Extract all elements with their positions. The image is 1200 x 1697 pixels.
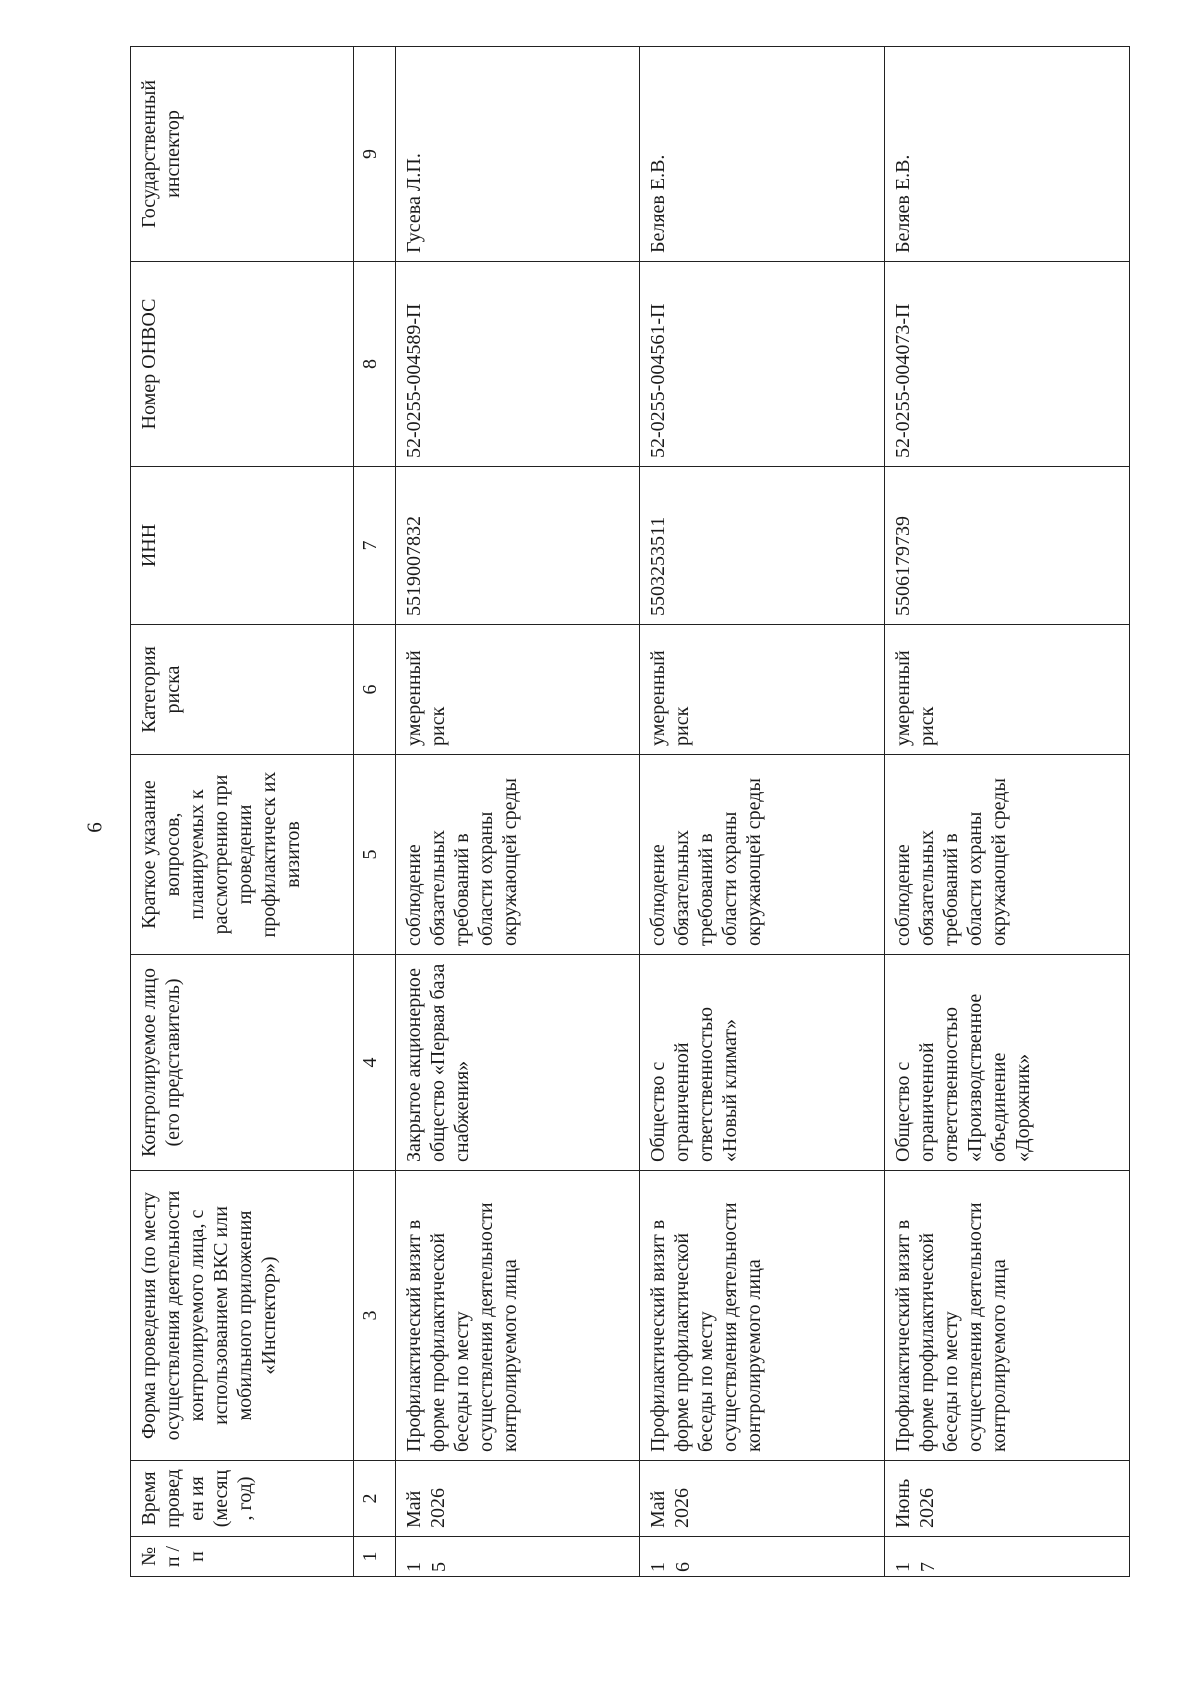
column-number: 7 bbox=[354, 467, 396, 625]
cell-inspector: Беляев Е.В. bbox=[885, 47, 1130, 262]
column-number: 9 bbox=[354, 47, 396, 262]
row-number-digit: 1 bbox=[892, 1562, 915, 1572]
cell-inspector: Гусева Л.П. bbox=[395, 47, 640, 262]
row-number-digit: 1 bbox=[402, 1562, 425, 1572]
cell-time: Июнь 2026 bbox=[885, 1461, 1130, 1537]
header-entity: Контролируемое лицо (его представитель) bbox=[131, 955, 354, 1171]
header-time: Время проведен ия (месяц, год) bbox=[131, 1461, 354, 1537]
row-number-digit: 1 bbox=[647, 1562, 670, 1572]
column-number: 3 bbox=[354, 1171, 396, 1461]
cell-form: Профилактический визит в форме профилактической беседы по месту осуществления деятельности контролируемого лица bbox=[640, 1171, 885, 1461]
column-number: 1 bbox=[354, 1537, 396, 1577]
header-form: Форма проведения (по месту осуществления деятельности контролируемого лица, с использованием ВКС или мобильного приложения «Инспектор») bbox=[131, 1171, 354, 1461]
column-number-row bbox=[354, 47, 396, 1577]
cell-entity: Общество с ограниченной ответственностью «Производственное объединение «Дорожник» bbox=[885, 955, 1130, 1171]
cell-form: Профилактический визит в форме профилактической беседы по месту осуществления деятельности контролируемого лица bbox=[885, 1171, 1130, 1461]
header-row-number: № п / п bbox=[131, 1537, 354, 1577]
cell-entity: Общество с ограниченной ответственностью «Новый климат» bbox=[640, 955, 885, 1171]
row-number bbox=[640, 1537, 885, 1577]
cell-inspector: Беляев Е.В. bbox=[640, 47, 885, 262]
column-number: 2 bbox=[354, 1461, 396, 1537]
row-number bbox=[395, 1537, 640, 1577]
table-header-row bbox=[131, 47, 354, 1577]
cell-inn: 5519007832 bbox=[395, 467, 640, 625]
header-onvos: Номер ОНВОС bbox=[131, 262, 354, 467]
row-number-digit: 6 bbox=[672, 1562, 695, 1572]
row-number bbox=[885, 1537, 1130, 1577]
cell-inn: 5503253511 bbox=[640, 467, 885, 625]
cell-issues: соблюдение обязательных требований в области охраны окружающей среды bbox=[885, 755, 1130, 955]
header-issues: Краткое указание вопросов, планируемых к рассмотрению при проведении профилактическ их визитов bbox=[131, 755, 354, 955]
header-inspector: Государственный инспектор bbox=[131, 47, 354, 262]
table-row bbox=[395, 47, 640, 1577]
cell-onvos: 52-0255-004561-П bbox=[640, 262, 885, 467]
row-number-digit: 7 bbox=[917, 1562, 940, 1572]
header-risk-category: Категория риска bbox=[131, 625, 354, 755]
cell-onvos: 52-0255-004073-П bbox=[885, 262, 1130, 467]
column-number: 4 bbox=[354, 955, 396, 1171]
cell-form: Профилактический визит в форме профилактической беседы по месту осуществления деятельности контролируемого лица bbox=[395, 1171, 640, 1461]
column-number: 8 bbox=[354, 262, 396, 467]
cell-inn: 5506179739 bbox=[885, 467, 1130, 625]
cell-issues: соблюдение обязательных требований в области охраны окружающей среды bbox=[640, 755, 885, 955]
header-inn: ИНН bbox=[131, 467, 354, 625]
inspection-plan-table bbox=[130, 46, 1130, 1577]
column-number: 5 bbox=[354, 755, 396, 955]
table-row bbox=[640, 47, 885, 1577]
cell-risk: умеренный риск bbox=[885, 625, 1130, 755]
cell-onvos: 52-0255-004589-П bbox=[395, 262, 640, 467]
cell-time: Май 2026 bbox=[640, 1461, 885, 1537]
page-number: 6 bbox=[82, 822, 107, 833]
cell-time: Май 2026 bbox=[395, 1461, 640, 1537]
row-number-digit: 5 bbox=[427, 1562, 450, 1572]
cell-risk: умеренный риск bbox=[395, 625, 640, 755]
cell-entity: Закрытое акционерное общество «Первая база снабжения» bbox=[395, 955, 640, 1171]
cell-risk: умеренный риск bbox=[640, 625, 885, 755]
column-number: 6 bbox=[354, 625, 396, 755]
cell-issues: соблюдение обязательных требований в области охраны окружающей среды bbox=[395, 755, 640, 955]
table-container bbox=[130, 47, 1130, 1577]
table-row bbox=[885, 47, 1130, 1577]
